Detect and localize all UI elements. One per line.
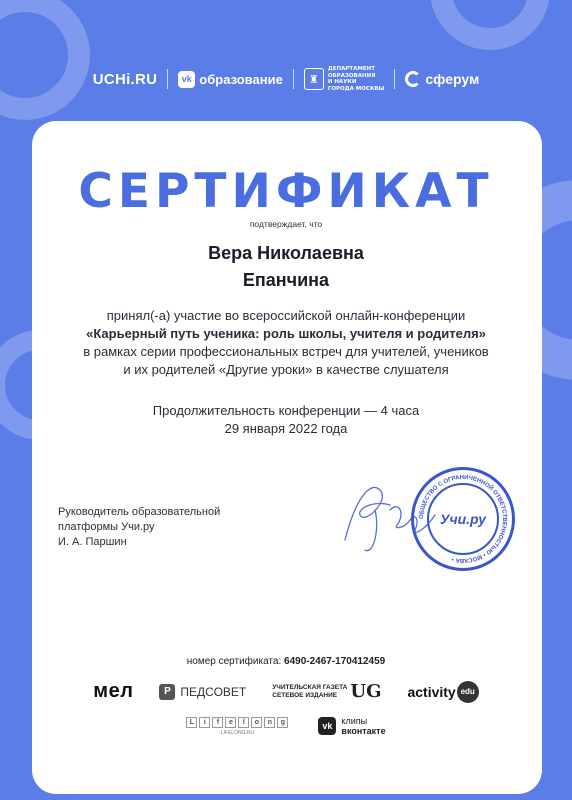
divider [293,69,294,89]
vk-education-logo [178,71,283,88]
certificate-number-value: 6490-2467-170412459 [284,656,386,667]
conference-duration: Продолжительность конференции — 4 часа [152,403,420,418]
ug-label: УЧИТЕЛЬСКАЯ ГАЗЕТА СЕТЕВОЕ ИЗДАНИЕ [272,683,348,699]
sponsor-logos-row-2 [0,716,572,736]
signer-organization: платформы Учи.ру [58,521,155,533]
lifelong-cube: o [251,717,262,728]
clips-label [341,716,385,736]
lifelong-cube: g [277,717,288,728]
lifelong-url: LIFELONG.RU [220,729,255,736]
divider [394,69,395,89]
certificate-number [0,656,572,667]
lifelong-logo [186,717,288,736]
sferum-label: сферум [425,71,480,87]
conference-date: 29 января 2022 года [224,421,348,436]
clips-line-2: вконтакте [341,726,386,736]
partner-logos [0,66,572,92]
certificate-subtitle: подтверждает, что [249,219,323,229]
conference-name: «Карьерный путь ученика: роль школы, учителя и родителя» [86,326,486,341]
pedsovet-label: ПЕДСОВЕТ [180,684,247,699]
lifelong-cubes [186,717,288,728]
signer-name: И. А. Паршин [58,536,127,548]
conference-details [0,402,572,438]
participation-line: принял(-а) участие во всероссийской онлайн-конференции [106,308,466,323]
sferum-logo [405,71,479,87]
sferum-icon [405,71,421,87]
lifelong-cube: n [264,717,275,728]
department-logo [304,66,385,92]
sponsor-logos-row-1 [0,680,572,703]
pedsovet-logo [159,684,246,700]
uchi-logo: UCHi.RU [92,70,158,88]
certificate-number-label: номер сертификата: [186,656,282,667]
participation-line: в рамках серии профессиональных встреч для учителей, учеников [83,344,489,359]
decor-ring [430,0,550,50]
vk-icon: vk [178,71,195,88]
divider [167,69,168,89]
vk-clips-logo [318,716,385,736]
moscow-emblem-icon: ♜ [304,68,324,90]
signer-block [58,505,220,550]
stamp-center: Учи.ру [427,483,499,555]
company-stamp [411,467,515,571]
recipient-last-name: Епанчина [242,270,330,290]
lifelong-cube: i [199,717,210,728]
lifelong-cube: f [212,717,223,728]
certificate-title: СЕРТИФИКАТ [78,164,494,219]
vk-icon: vk [318,717,336,735]
decor-ring [0,0,90,120]
svg-text:ОБЩЕСТВО С ОГРАНИЧЕННОЙ ОТВЕТС: ОБЩЕСТВО С ОГРАНИЧЕННОЙ ОТВЕТСТВЕННОСТЬЮ • МОСКВА • [418,474,508,564]
clips-line-1: клипы [341,716,368,726]
ug-logo [272,681,381,702]
ug-mark: UG [350,681,382,702]
participation-text [40,307,532,379]
stamp-ring-text [411,467,515,571]
lifelong-cube: e [225,717,236,728]
lifelong-cube: L [186,717,197,728]
mel-logo: мел [93,680,134,702]
activity-label: activity [407,683,456,700]
lifelong-cube: l [238,717,249,728]
recipient-first-name: Вера Николаевна [208,243,364,263]
participation-line: и их родителей «Другие уроки» в качестве слушателя [123,362,449,377]
activity-edu-logo [407,681,478,703]
signer-title: Руководитель образовательной [58,506,221,518]
pedsovet-icon: Р [159,684,175,700]
edu-badge: edu [457,681,479,703]
vk-label: образование [199,71,283,87]
department-label: ДЕПАРТАМЕНТ ОБРАЗОВАНИЯ И НАУКИ ГОРОДА МОСКВЫ [327,66,385,92]
